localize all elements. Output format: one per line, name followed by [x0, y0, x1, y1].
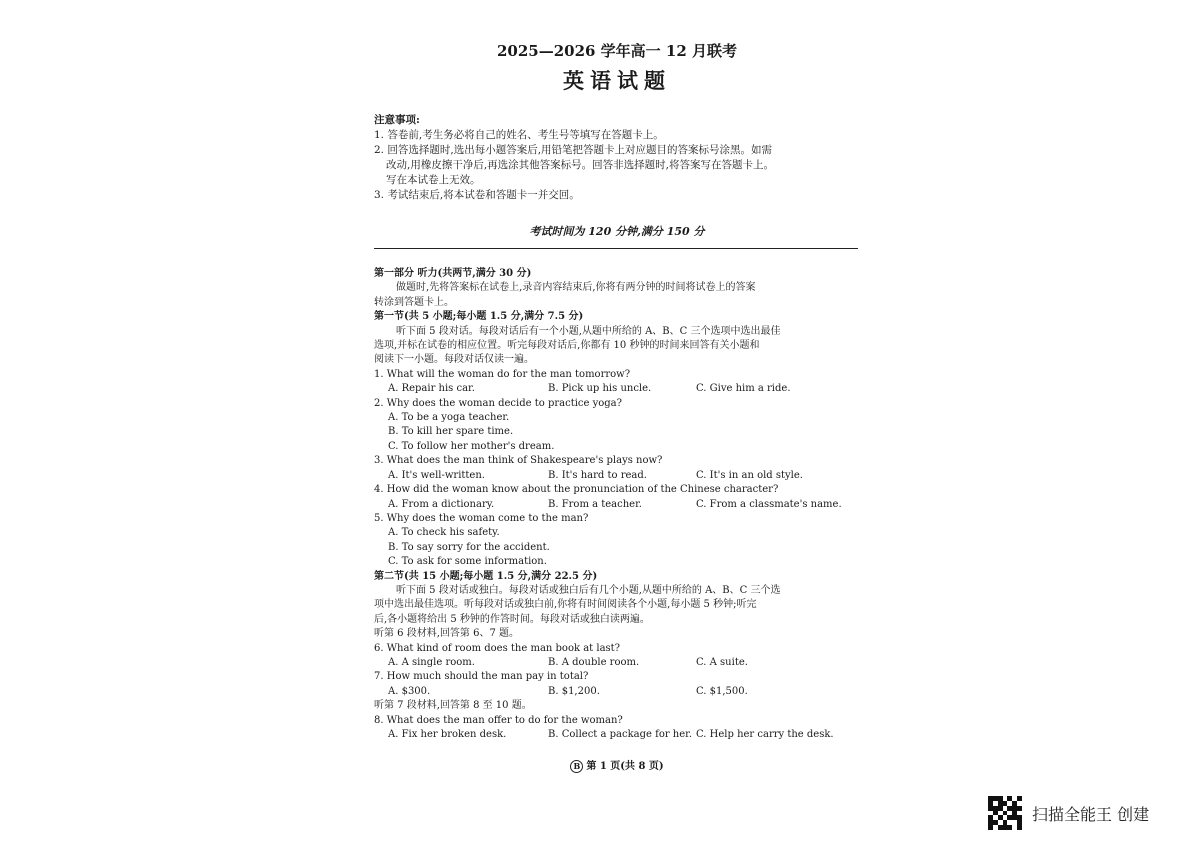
option-c: C. From a classmate's name. — [696, 498, 842, 510]
option-b: B. A double room. — [548, 656, 640, 668]
question-3: 3. What does the man think of Shakespeare's plays now? — [374, 455, 663, 467]
question-7-options — [374, 685, 860, 699]
option-a: A. $300. — [388, 685, 431, 697]
option-c: C. It's in an old style. — [696, 469, 803, 481]
question-4: 4. How did the woman know about the pronunciation of the Chinese character? — [374, 484, 779, 496]
exam-content — [374, 267, 860, 742]
option-a: A. It's well-written. — [388, 469, 485, 481]
section2-intro-2: 项中选出最佳选项。听每段对话或独白前,你将有时间阅读各个小题,每小题 5 秒钟;听完 — [374, 599, 757, 611]
question-8: 8. What does the man offer to do for the woman? — [374, 714, 623, 726]
question-6-options — [374, 656, 860, 670]
watermark-text: 扫描全能王 创建 — [1032, 804, 1150, 824]
question-1: 1. What will the woman do for the man tomorrow? — [374, 368, 631, 380]
exam-header: 2025—2026 学年高一 12 月联考 — [496, 42, 738, 60]
question-1-options — [374, 382, 860, 396]
section2-intro-3: 后,各小题将给出 5 秒钟的作答时间。每段对话或独白读两遍。 — [374, 613, 650, 625]
material-7-note: 听第 7 段材料,回答第 8 至 10 题。 — [374, 700, 532, 712]
notice-item-2b: 改动,用橡皮擦干净后,再选涂其他答案标号。回答非选择题时,将答案写在答题卡上。 — [386, 159, 775, 171]
section1-intro-2: 选项,并标在试卷的相应位置。听完每段对话后,你都有 10 秒钟的时间来回答有关小题和 — [374, 340, 760, 352]
question-6: 6. What kind of room does the man book at last? — [374, 642, 621, 654]
notice-block — [374, 113, 860, 203]
option-b: B. $1,200. — [548, 685, 600, 697]
option-b: B. From a teacher. — [548, 498, 642, 510]
option-a: A. To check his safety. — [388, 527, 500, 539]
page-footer — [374, 757, 860, 773]
question-4-options — [374, 498, 860, 512]
part1-intro-1: 做题时,先将答案标在试卷上,录音内容结束后,你将有两分钟的时间将试卷上的答案 — [396, 282, 756, 294]
option-b: B. Collect a package for her. — [548, 729, 693, 740]
question-5: 5. Why does the woman come to the man? — [374, 512, 589, 524]
notice-item-2c: 写在本试卷上无效。 — [386, 174, 481, 186]
material-6-note: 听第 6 段材料,回答第 6、7 题。 — [374, 628, 519, 640]
question-7: 7. How much should the man pay in total? — [374, 671, 589, 683]
exam-time: 考试时间为 120 分钟,满分 150 分 — [529, 225, 705, 238]
option-a: A. Repair his car. — [388, 383, 475, 395]
option-c: C. To ask for some information. — [388, 556, 547, 568]
option-c: C. Help her carry the desk. — [696, 729, 834, 740]
option-b: B. To say sorry for the accident. — [388, 541, 550, 553]
exam-title: 英语试题 — [563, 68, 671, 93]
qr-code-icon — [988, 796, 1022, 830]
option-a: A. Fix her broken desk. — [388, 729, 507, 740]
notice-item-1: 1. 答卷前,考生务必将自己的姓名、考生号等填写在答题卡上。 — [374, 129, 664, 141]
section1-title: 第一节(共 5 小题;每小题 1.5 分,满分 7.5 分) — [374, 311, 584, 323]
paper-version-badge: B — [570, 760, 583, 773]
part1-intro-2: 转涂到答题卡上。 — [374, 296, 454, 308]
option-a: A. A single room. — [388, 656, 475, 668]
section1-intro-3: 阅读下一小题。每段对话仅读一遍。 — [374, 354, 534, 366]
option-a: A. From a dictionary. — [388, 498, 495, 510]
question-3-options — [374, 469, 860, 483]
page-number: 第 1 页(共 8 页) — [586, 761, 664, 772]
option-c: C. $1,500. — [696, 685, 748, 697]
scanner-watermark — [988, 795, 1149, 831]
section1-intro-1: 听下面 5 段对话。每段对话后有一个小题,从题中所给的 A、B、C 三个选项中选出最佳 — [396, 325, 781, 337]
divider — [374, 248, 858, 249]
option-c: C. To follow her mother's dream. — [388, 440, 555, 452]
question-2: 2. Why does the woman decide to practice yoga? — [374, 397, 623, 409]
question-8-options — [374, 728, 860, 742]
option-b: B. It's hard to read. — [548, 469, 647, 481]
option-c: C. Give him a ride. — [696, 383, 791, 395]
option-b: B. Pick up his uncle. — [548, 383, 652, 395]
notice-title: 注意事项: — [374, 114, 420, 126]
option-c: C. A suite. — [696, 656, 748, 668]
option-a: A. To be a yoga teacher. — [388, 412, 510, 424]
section2-intro-1: 听下面 5 段对话或独白。每段对话或独白后有几个小题,从题中所给的 A、B、C 三个选 — [396, 584, 781, 596]
notice-item-2a: 2. 回答选择题时,选出每小题答案后,用铅笔把答题卡上对应题目的答案标号涂黑。如需 — [374, 144, 773, 156]
exam-page — [374, 30, 860, 780]
notice-item-3: 3. 考试结束后,将本试卷和答题卡一并交回。 — [374, 189, 580, 201]
part1-title: 第一部分 听力(共两节,满分 30 分) — [374, 268, 532, 279]
option-b: B. To kill her spare time. — [388, 426, 514, 438]
section2-title: 第二节(共 15 小题;每小题 1.5 分,满分 22.5 分) — [374, 570, 598, 582]
